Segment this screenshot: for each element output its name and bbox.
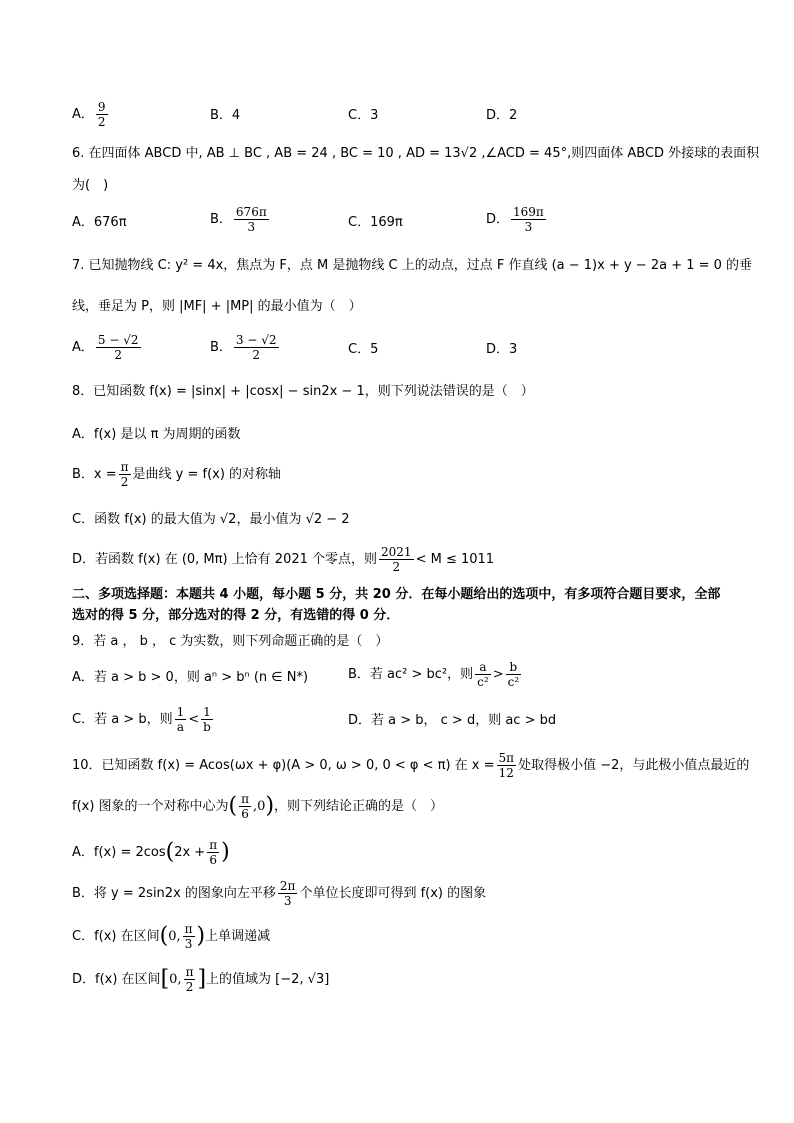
q7-option-c: C．5 [348, 342, 379, 357]
fraction: $\frac{5\pi}{12}$ [498, 751, 515, 780]
q7-option-b: B． $\frac{3 - √2}{2}$ [210, 333, 277, 362]
q10-option-a: A．f(x) = 2cos(2x + $\frac{\pi}{6}$ ) [72, 838, 230, 867]
q10-option-d: D．f(x) 在区间[0, $\frac{\pi}{2}$ ]上的值域为 [−2, √3] [72, 965, 330, 994]
q9-option-c: C．若 a > b，则 $\frac{1}{a}$ < $\frac{1}{b}$ [72, 705, 211, 734]
q7-option-d: D．3 [486, 342, 518, 357]
q7-stem-line-1: 7. 已知抛物线 C: y² = 4x，焦点为 F，点 M 是抛物线 C 上的动点，过点 F 作直线 (a − 1)x + y − 2a + 1 = 0 的垂 [72, 258, 753, 273]
fraction: $\frac{169\pi}{3}$ [513, 205, 544, 234]
fraction: $\frac{9}{2}$ [97, 100, 106, 129]
q9-option-d: D．若 a > b， c > d，则 ac > bd [348, 713, 557, 728]
q8-stem: 8．已知函数 f(x) = |sinx| + |cosx| − sin2x − 1，则下列说法错误的是（ ） [72, 384, 534, 399]
fraction: $\frac{3 - √2}{2}$ [235, 333, 277, 362]
q10-stem-line-1: 10．已知函数 f(x) = Acos(ωx + φ)(A > 0, ω > 0, 0 < φ < π) 在 x = $\frac{5\pi}{12}$ 处取得极小值 −2，与此极小值点最近的 [72, 751, 750, 780]
q9-option-a: A．若 a > b > 0，则 aⁿ > bⁿ (n ∈ N*) [72, 670, 309, 685]
q8-option-d: D．若函数 f(x) 在 (0, Mπ) 上恰有 2021 个零点，则 $\frac{2021}{2}$ < M ≤ 1011 [72, 545, 495, 574]
q6-option-a: A．676π [72, 215, 127, 230]
q8-option-b: B．x = $\frac{\pi}{2}$ 是曲线 y = f(x) 的对称轴 [72, 460, 282, 489]
q9-option-b: B．若 ac² > bc²，则 $\frac{a}{\text{c²}}$ > $\frac{b}{\text{c²}}$ [348, 660, 520, 689]
fraction: $\frac{\pi}{3}$ [184, 922, 193, 951]
fraction: $\frac{676\pi}{3}$ [235, 205, 267, 234]
q7-option-a: A． $\frac{5 - √2}{2}$ [72, 333, 139, 362]
option-label: A． [72, 107, 94, 122]
fraction: $\frac{2021}{2}$ [381, 545, 412, 574]
section-heading-multiple-choice: 二、多项选择题：本题共 4 小题，每小题 5 分，共 20 分．在每小题给出的选项中，有多项符合题目要求，全部选对的得 5 分，部分选对的得 2 分，有选错的得 0 分． [72, 587, 721, 623]
q9-stem: 9．若 a ， b ， c 为实数，则下列命题正确的是（ ） [72, 634, 389, 649]
fraction: $\frac{1}{a}$ [176, 705, 185, 734]
q5-option-c: C．3 [348, 108, 379, 123]
fraction: $\frac{\pi}{6}$ [241, 792, 250, 821]
fraction: $\frac{\pi}{2}$ [120, 460, 129, 489]
fraction: $\frac{5 - √2}{2}$ [97, 333, 139, 362]
fraction: $\frac{\pi}{2}$ [185, 965, 194, 994]
q6-option-b: B． $\frac{676\pi}{3}$ [210, 205, 267, 234]
fraction: $\frac{b}{\text{c²}}$ [507, 660, 520, 689]
q10-stem-line-2: f(x) 图象的一个对称中心为( $\frac{\pi}{6}$ ,0)，则下列结论正确的是（ ） [72, 792, 444, 821]
q5-option-d: D．2 [486, 108, 518, 123]
q10-option-c: C．f(x) 在区间(0, $\frac{\pi}{3}$ )上单调递减 [72, 922, 271, 951]
q7-stem-line-2: 线，垂足为 P，则 |MF| + |MP| 的最小值为（ ） [72, 299, 362, 314]
q10-option-b: B．将 y = 2sin2x 的图象向左平移 $\frac{2\pi}{3}$ 个单位长度即可得到 f(x) 的图象 [72, 879, 487, 908]
q6-option-c: C．169π [348, 215, 403, 230]
q5-option-a [72, 100, 110, 129]
q8-option-a: A．f(x) 是以 π 为周期的函数 [72, 427, 241, 442]
q8-option-c: C．函数 f(x) 的最大值为 √2，最小值为 √2 − 2 [72, 512, 350, 527]
q6-stem-line-1: 6. 在四面体 ABCD 中, AB ⊥ BC , AB = 24 , BC = 10 , AD = 13√2 ,∠ACD = 45°,则四面体 ABCD 外接球的表面积 [72, 146, 760, 161]
fraction: $\frac{\pi}{6}$ [209, 838, 218, 867]
fraction: $\frac{2\pi}{3}$ [279, 879, 296, 908]
q6-option-d: D． $\frac{169\pi}{3}$ [486, 205, 544, 234]
q5-option-b: B．4 [210, 108, 241, 123]
fraction: $\frac{1}{b}$ [203, 705, 211, 734]
fraction: $\frac{a}{\text{c²}}$ [477, 660, 489, 689]
q6-stem-line-2: 为( ) [72, 178, 109, 193]
